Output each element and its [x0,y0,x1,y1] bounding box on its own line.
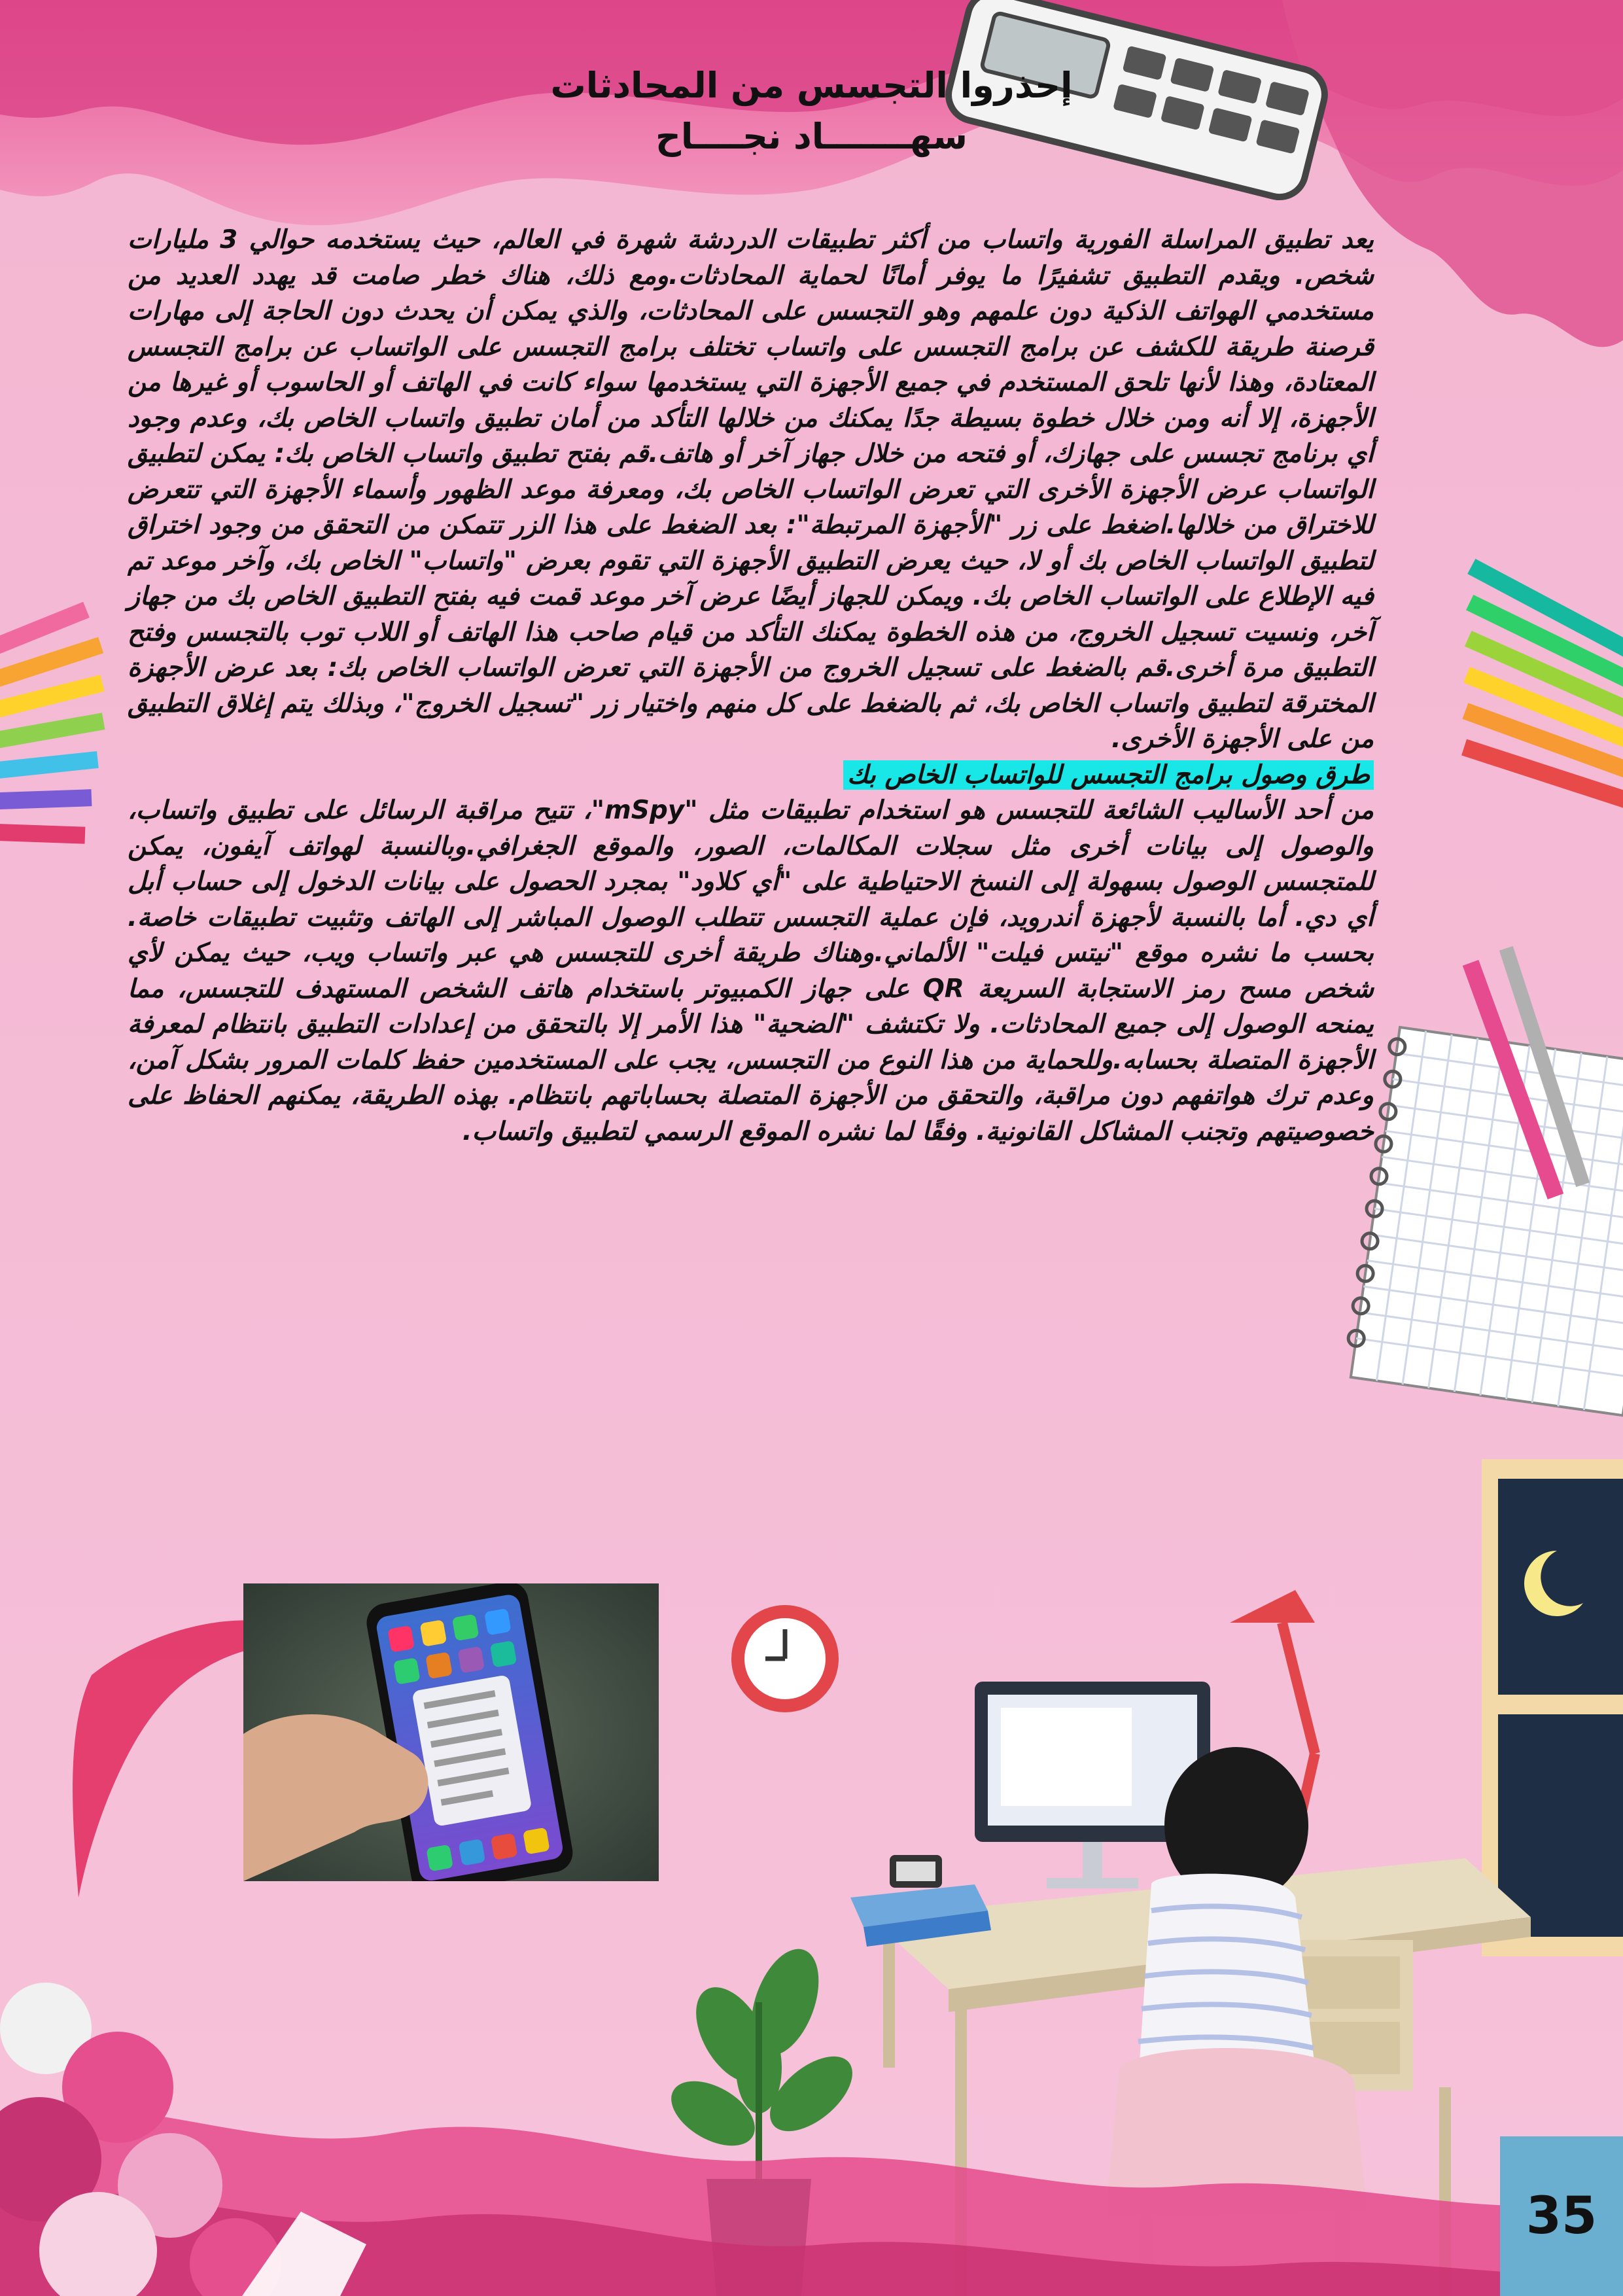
article-header [0,60,1623,162]
article-paragraph-2: من أحد الأساليب الشائعة للتجسس هو استخدام تطبيقات مثل "mSpy"، تتيح مراقبة الرسائل على تطبيق واتساب، والوصول إلى بيانات أخرى مثل سجلات المكالمات، الصور، والموقع الجغرافي.وبالنسبة لهواتف آيفون، يمكن للمتجسس الوصول بسهولة إلى النسخ الاحتياطية على "أي كلاود" بمجرد الحصول على بيانات الدخول إلى حساب أبل أي دي. أما بالنسبة لأجهزة أندرويد، فإن عملية التجسس تتطلب الوصول المباشر إلى الهاتف وتثبيت تطبيقات خاصة. بحسب ما نشره موقع "نيتس فيلت" الألماني.وهناك طريقة أخرى للتجسس هي عبر واتساب ويب، حيث يمكن لأي شخص مسح رمز الاستجابة السريعة QR على جهاز الكمبيوتر باستخدام هاتف الشخص المستهدف للتجسس، مما يمنحه الوصول إلى جميع المحادثات. ولا تكتشف "الضحية" هذا الأمر إلا بالتحقق من إعدادات التطبيق بانتظام لمعرفة الأجهزة المتصلة بحسابه.وللحماية من هذا النوع من التجسس، يجب على المستخدمين حفظ كلمات المرور بشكل آمن، وعدم ترك هواتفهم دون مراقبة، والتحقق من الأجهزة المتصلة بحساباتهم بانتظام. بهذه الطريقة، يمكنهم الحفاظ على خصوصيتهم وتجنب المشاكل القانونية. وفقًا لما نشره الموقع الرسمي لتطبيق واتساب. [128,796,1374,1146]
article-subheading: طرق وصول برامج التجسس للواتساب الخاص بك [843,760,1374,790]
article-body [128,222,1374,1150]
article-subheading-line [128,758,1374,794]
page-number: 35 [1500,2136,1623,2296]
article-title: إحذروا التجسس من المحادثات [550,65,1073,106]
phone-photo [243,1583,659,1881]
window-icon [1482,1459,1623,1956]
notebook-icon [1343,1026,1623,1415]
article-author: سهـــــــاد نجــــاح [655,116,968,157]
article-paragraph-1: يعد تطبيق المراسلة الفورية واتساب من أكثر تطبيقات الدردشة شهرة في العالم، حيث يستخدمه حوالي 3 مليارات شخص. ويقدم التطبيق تشفيرًا ما يوفر أمانًا لحماية المحادثات.ومع ذلك، هناك خطر صامت قد يهدد العديد من مستخدمي الهواتف الذكية دون علمهم وهو التجسس على المحادثات، والذي يمكن أن يحدث دون الحاجة إلى مهارات قرصنة طريقة للكشف عن برامج التجسس على واتساب تختلف برامج التجسس على الواتساب عن برامج التجسس المعتادة، وهذا لأنها تلحق المستخدم في جميع الأجهزة التي يستخدمها سواء كانت في الهاتف أو الحاسوب أو غيرها من الأجهزة، إلا أنه ومن خلال خطوة بسيطة جدًا يمكنك من خلالها التأكد من أمان تطبيق واتساب الخاص بك، وعدم وجود أي برنامج تجسس على جهازك، أو فتحه من خلال جهاز آخر أو هاتف.قم بفتح تطبيق واتساب الخاص بك: يمكن لتطبيق الواتساب عرض الأجهزة الأخرى التي تعرض الواتساب الخاص بك، ومعرفة موعد الظهور وأسماء الأجهزة التي تتعرض للاختراق من خلالها.اضغط على زر "الأجهزة المرتبطة": بعد الضغط على هذا الزر تتمكن من التحقق من وجود اختراق لتطبيق الواتساب الخاص بك أو لا، حيث يعرض التطبيق الأجهزة التي تقوم بعرض "واتساب" الخاص بك، وآخر موعد تم فيه الإطلاع على الواتساب الخاص بك. ويمكن للجهاز أيضًا عرض آخر موعد قمت فيه بفتح التطبيق الخاص بك من جهاز آخر، ونسيت تسجيل الخروج، من هذه الخطوة يمكنك التأكد من قيام صاحب هذا الهاتف أو اللاب توب بالتجسس وفتح التطبيق مرة أخرى.قم بالضغط على تسجيل الخروج من الأجهزة التي تعرض الواتساب الخاص بك: بعد عرض الأجهزة المخترقة لتطبيق واتساب الخاص بك، ثم بالضغط على كل منهم واختيار زر "تسجيل الخروج"، وبذلك يتم إغلاق التطبيق من على الأجهزة الأخرى. [128,225,1374,754]
wall-clock-icon [731,1605,839,1712]
